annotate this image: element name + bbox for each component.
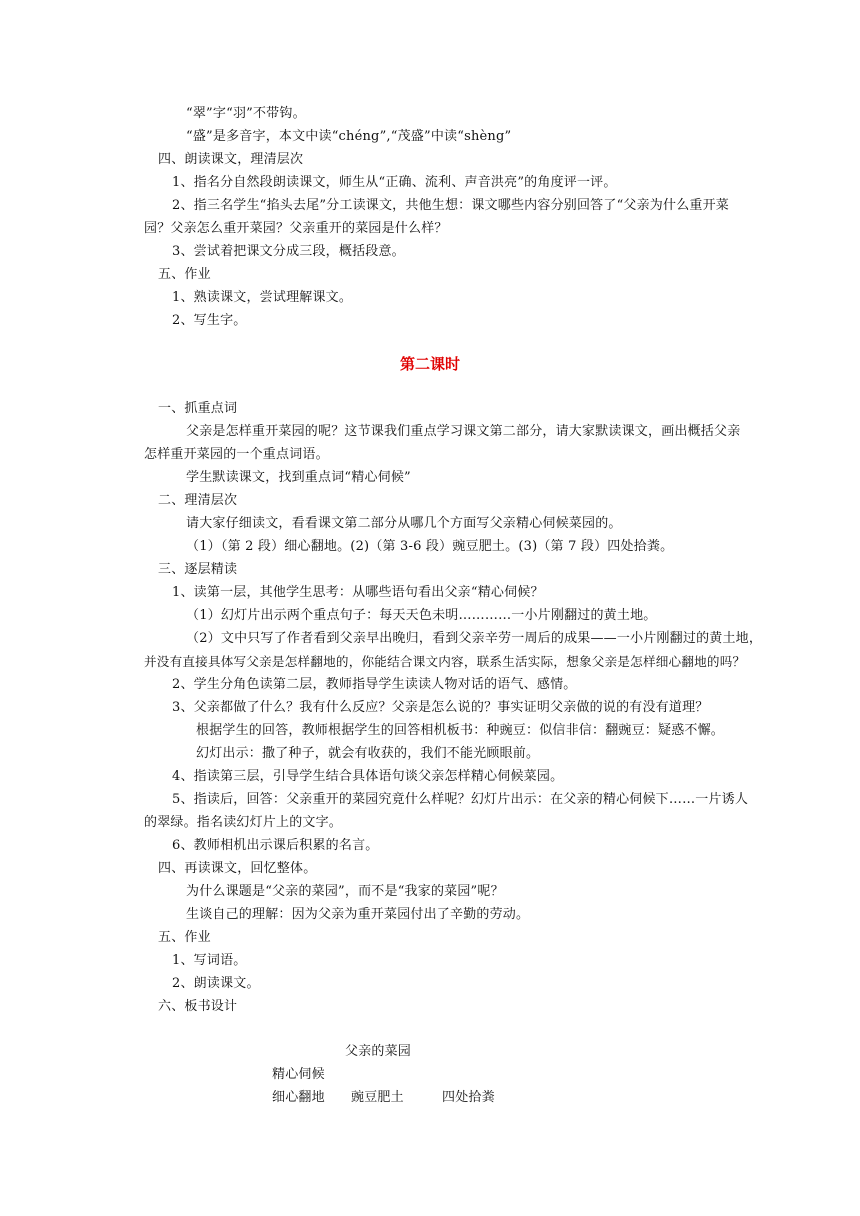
text-line: 的翠绿。指名读幻灯片上的文字。 — [144, 815, 343, 830]
text-line: （1）（第 2 段）细心翻地。(2)（第 3-6 段）豌豆肥土。(3)（第 7 段）四处拾粪。 — [186, 539, 674, 554]
section-heading: 五、作业 — [158, 267, 211, 282]
text-line: 2、朗读课文。 — [172, 976, 260, 991]
text-line: 请大家仔细读文，看看课文第二部分从哪几个方面写父亲精心伺候菜园的。 — [186, 516, 622, 531]
text-line: 怎样重开菜园的一个重点词语。 — [144, 447, 329, 462]
section-heading: 二、理清层次 — [158, 493, 238, 508]
section-heading: 一、抓重点词 — [158, 401, 238, 416]
section-heading: 六、板书设计 — [158, 999, 238, 1014]
board-item: 四处拾粪 — [442, 1090, 495, 1105]
text-line: “盛”是多音字，本文中读“chéng”,“茂盛”中读“shèng” — [186, 129, 512, 144]
section-heading: 四、朗读课文，理清层次 — [158, 152, 304, 167]
text-line: 根据学生的回答，教师根据学生的回答相机板书：种豌豆：似信非信：翻豌豆：疑惑不懈。 — [196, 723, 725, 738]
text-line: （1）幻灯片出示两个重点句子：每天天色未明…………一小片刚翻过的黄土地。 — [186, 608, 657, 623]
text-line: 2、写生字。 — [172, 313, 247, 328]
lesson-title: 第二课时 — [399, 355, 460, 373]
section-heading: 三、逐层精读 — [158, 562, 238, 577]
text-line: 为什么课题是“父亲的菜园”，而不是“我家的菜园”呢？ — [186, 884, 504, 899]
text-line: 1、写词语。 — [172, 953, 247, 968]
section-heading: 四、再读课文，回忆整体。 — [158, 861, 317, 876]
board-item: 豌豆肥土 — [351, 1090, 404, 1105]
text-line: （2）文中只写了作者看到父亲早出晚归，看到父亲辛劳一周后的成果——一小片刚翻过的黄土地， — [186, 631, 763, 646]
text-line: 3、父亲都做了什么？我有什么反应？父亲是怎么说的？事实证明父亲做的说的有没有道理？ — [172, 700, 709, 715]
text-line: “翠”字“羽”不带钩。 — [186, 106, 306, 121]
text-line: 2、指三名学生“掐头去尾”分工读课文，共他生想：课文哪些内容分别回答了“父亲为什么重开菜 — [172, 198, 730, 213]
text-line: 1、熟读课文，尝试理解课文。 — [172, 290, 353, 305]
text-line: 4、指读第三层，引导学生结合具体语句谈父亲怎样精心伺候菜园。 — [172, 769, 564, 784]
text-line: 1、指名分自然段朗读课文，师生从“正确、流利、声音洪亮”的角度评一评。 — [172, 175, 617, 190]
board-title: 父亲的菜园 — [345, 1044, 412, 1059]
text-line: 并没有直接具体写父亲是怎样翻地的，你能结合课文内容，联系生活实际，想象父亲是怎样细心翻地的吗？ — [144, 654, 746, 669]
text-line: 2、学生分角色读第二层，教师指导学生读读人物对话的语气、感情。 — [172, 677, 577, 692]
board-key-phrase: 精心伺候 — [272, 1067, 325, 1082]
text-line: 5、指读后，回答：父亲重开的菜园究竟什么样呢？幻灯片出示：在父亲的精心伺候下……一片诱人 — [172, 792, 749, 807]
text-line: 1、读第一层，其他学生思考：从哪些语句看出父亲“精心伺候？ — [172, 585, 544, 600]
text-line: 6、教师相机出示课后积累的名言。 — [172, 838, 379, 853]
text-line: 父亲是怎样重开菜园的呢？这节课我们重点学习课文第二部分，请大家默读课文，画出概括父亲 — [186, 424, 741, 439]
board-item: 细心翻地 — [272, 1090, 325, 1105]
text-line: 3、尝试着把课文分成三段，概括段意。 — [172, 244, 405, 259]
section-heading: 五、作业 — [158, 930, 211, 945]
text-line: 园？父亲怎么重开菜园？父亲重开的菜园是什么样？ — [144, 221, 448, 236]
text-line: 幻灯出示：撒了种子，就会有收获的，我们不能光顾眼前。 — [196, 746, 540, 761]
text-line: 生谈自己的理解：因为父亲为重开菜园付出了辛勤的劳动。 — [186, 907, 530, 922]
text-line: 学生默读课文，找到重点词“精心伺候” — [186, 470, 411, 485]
